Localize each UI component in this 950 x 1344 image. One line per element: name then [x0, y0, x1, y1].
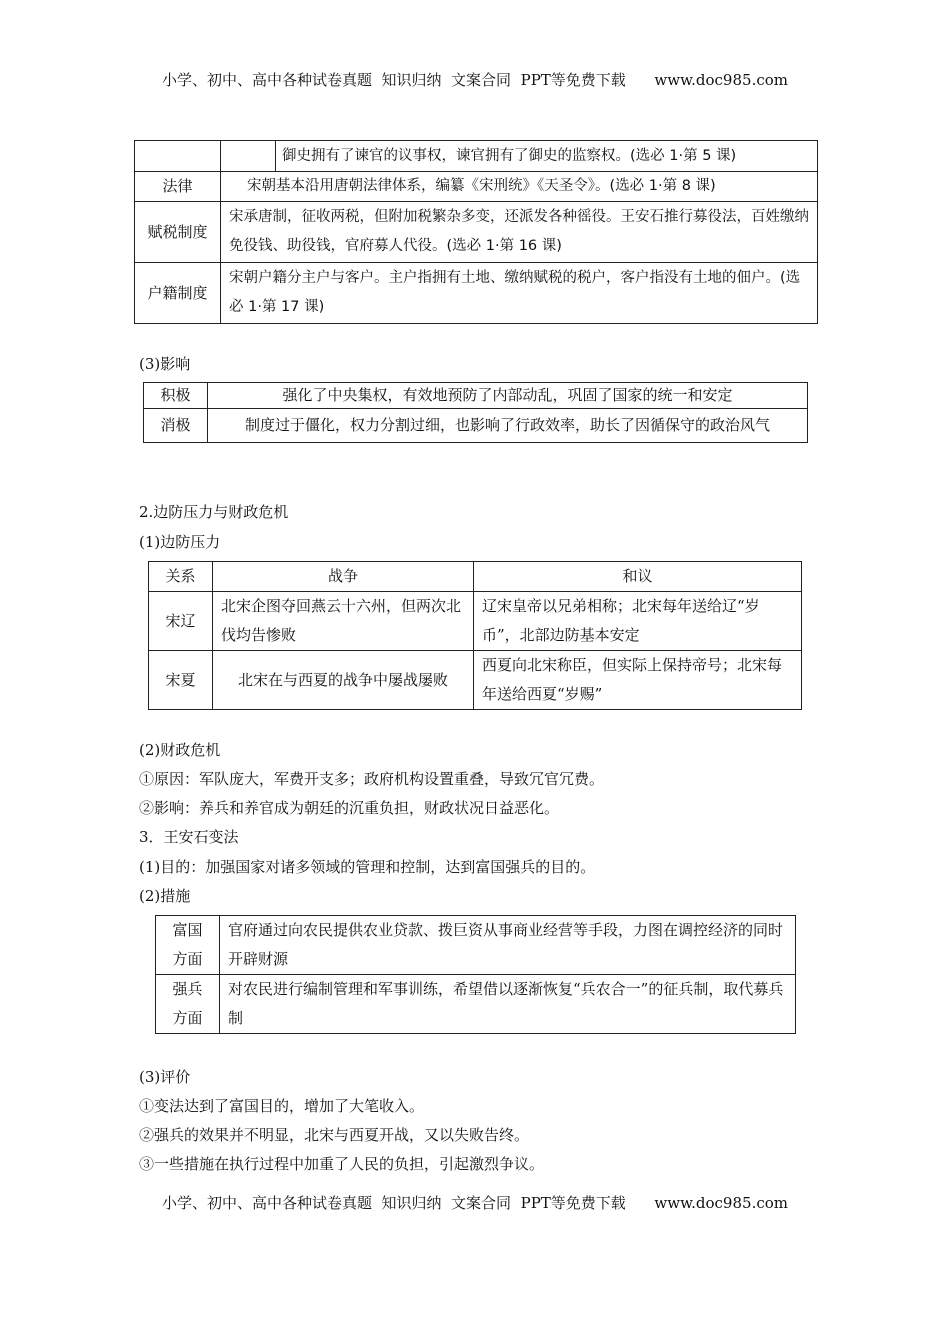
institution-table [134, 140, 818, 324]
text-line: ①原因：军队庞大，军费开支多；政府机构设置重叠，导致冗官冗费。 [139, 770, 605, 788]
table-row [156, 916, 796, 975]
section-subheading: (2)财政危机 [139, 741, 221, 759]
section-subheading: (1)边防压力 [139, 533, 221, 551]
table-cell: 制度过于僵化，权力分割过细，也影响了行政效率，助长了因循保守的政治风气 [208, 409, 808, 443]
row-label: 积极 [144, 383, 208, 409]
section-heading: (3)影响 [139, 355, 191, 373]
row-label: 法律 [135, 172, 221, 202]
table-row [144, 409, 808, 443]
table-cell: 官府通过向农民提供农业贷款、拨巨资从事商业经营等手段，力图在调控经济的同时开辟财源 [220, 916, 796, 975]
row-label: 强兵方面 [156, 975, 220, 1034]
section-heading: 2.边防压力与财政危机 [139, 503, 289, 521]
table-cell [221, 141, 276, 172]
text-line: ②影响：养兵和养官成为朝廷的沉重负担，财政状况日益恶化。 [139, 799, 560, 817]
row-label: 富国方面 [156, 916, 220, 975]
table-cell: 对农民进行编制管理和军事训练，希望借以逐渐恢复“兵农合一”的征兵制，取代募兵制 [220, 975, 796, 1034]
row-label: 宋夏 [149, 651, 213, 710]
table-row [135, 172, 818, 202]
table-row [149, 562, 802, 592]
table-row [144, 383, 808, 409]
table-cell: 御史拥有了谏官的议事权，谏官拥有了御史的监察权。(选必 1·第 5 课) [276, 141, 818, 172]
influence-table [143, 382, 808, 443]
row-label: 消极 [144, 409, 208, 443]
section-heading: 3．王安石变法 [139, 828, 239, 846]
table-row [149, 651, 802, 710]
text-line: (1)目的：加强国家对诸多领域的管理和控制，达到富国强兵的目的。 [139, 858, 596, 876]
text-line: ②强兵的效果并不明显，北宋与西夏开战，又以失败告终。 [139, 1126, 530, 1144]
column-header: 关系 [149, 562, 213, 592]
table-row [156, 975, 796, 1034]
table-row [135, 202, 818, 263]
table-cell: 北宋企图夺回燕云十六州，但两次北伐均告惨败 [213, 592, 474, 651]
row-label: 赋税制度 [135, 202, 221, 263]
table-cell: 北宋在与西夏的战争中屡战屡败 [213, 651, 474, 710]
table-cell: 宋朝户籍分主户与客户。主户指拥有土地、缴纳赋税的税户，客户指没有土地的佃户。(选必 1·第 17 课) [221, 263, 818, 324]
table-cell: 宋朝基本沿用唐朝法律体系，编纂《宋刑统》《天圣令》。(选必 1·第 8 课) [221, 172, 818, 202]
text-line: ③一些措施在执行过程中加重了人民的负担，引起激烈争议。 [139, 1155, 545, 1173]
table-cell: 宋承唐制，征收两税，但附加税繁杂多变，还派发各种徭役。王安石推行募役法，百姓缴纳免役钱、助役钱，官府募人代役。(选必 1·第 16 课) [221, 202, 818, 263]
page-header: 小学、初中、高中各种试卷真题 知识归纳 文案合同 PPT等免费下载 www.doc985.com [161, 71, 788, 89]
table-cell: 强化了中央集权，有效地预防了内部动乱，巩固了国家的统一和安定 [208, 383, 808, 409]
table-row [149, 592, 802, 651]
section-subheading: (2)措施 [139, 887, 191, 905]
table-row [135, 263, 818, 324]
border-pressure-table [148, 561, 802, 710]
column-header: 和议 [474, 562, 802, 592]
row-label: 户籍制度 [135, 263, 221, 324]
page-footer: 小学、初中、高中各种试卷真题 知识归纳 文案合同 PPT等免费下载 www.doc985.com [161, 1194, 788, 1212]
table-cell: 西夏向北宋称臣，但实际上保持帝号；北宋每年送给西夏“岁赐” [474, 651, 802, 710]
section-subheading: (3)评价 [139, 1068, 191, 1086]
text-line: ①变法达到了富国目的，增加了大笔收入。 [139, 1097, 425, 1115]
column-header: 战争 [213, 562, 474, 592]
row-label: 宋辽 [149, 592, 213, 651]
table-cell [135, 141, 221, 172]
table-cell: 辽宋皇帝以兄弟相称；北宋每年送给辽“岁币”，北部边防基本安定 [474, 592, 802, 651]
measures-table [155, 915, 796, 1034]
table-row [135, 141, 818, 172]
